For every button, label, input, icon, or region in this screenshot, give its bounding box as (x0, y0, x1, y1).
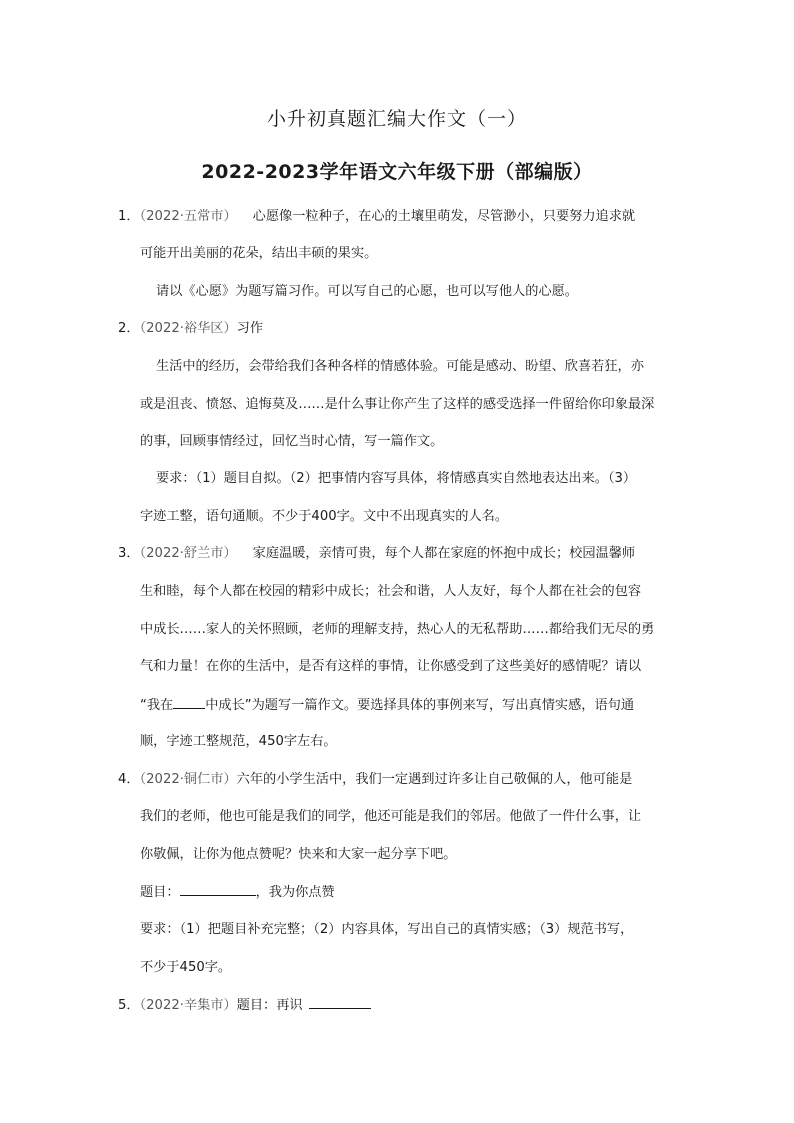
question-source: （2022·舒兰市） (139, 546, 237, 561)
question-2-line-6: 字迹工整，语句通顺。不少于400字。文中不出现真实的人名。 (140, 509, 509, 524)
question-3-line-1: 3．（2022·舒兰市） 家庭温暖，亲情可贵，每个人都在家庭的怀抱中成长；校园温馨师 (118, 546, 636, 561)
question-4-line-5: 要求：（1）把题目补充完整；（2）内容具体，写出自己的真情实感；（3）规范书写， (140, 922, 634, 937)
fill-in-blank (173, 696, 205, 709)
question-1-line-3: 请以《心愿》为题写篇习作。可以写自己的心愿，也可以写他人的心愿。 (156, 284, 578, 299)
document-subtitle: 2022-2023学年语文六年级下册（部编版） (201, 161, 593, 183)
question-source: （2022·铜仁市） (139, 772, 237, 787)
question-2-line-1: 2．（2022·裕华区）习作 (118, 321, 264, 336)
question-number: 4． (118, 772, 140, 787)
question-source: （2022·裕华区） (139, 321, 237, 336)
question-4-topic-line: 题目： ，我为你点赞 (140, 885, 335, 900)
question-4-line-1: 4．（2022·铜仁市）六年的小学生活中，我们一定遇到过许多让自己敬佩的人，他可能是 (118, 772, 633, 787)
question-5-line-1: 5．（2022·辛集市）题目：再识 (118, 996, 371, 1015)
question-4-line-2: 我们的老师，他也可能是我们的同学，他还可能是我们的邻居。他做了一件什么事，让 (140, 809, 642, 824)
question-number: 3． (118, 546, 140, 561)
question-source: （2022·五常市） (139, 209, 237, 224)
question-3-line-2: 生和睦，每个人都在校园的精彩中成长；社会和谐，人人友好，每个人都在社会的包容 (140, 584, 642, 599)
question-2-line-4: 的事，回顾事情经过，回忆当时心情，写一篇作文。 (140, 434, 444, 449)
question-number: 5． (118, 998, 140, 1013)
question-3-line-5: “我在 中成长”为题写一篇作文。要选择具体的事例来写，写出真情实感，语句通 (140, 698, 635, 713)
question-source: （2022·辛集市） (139, 998, 237, 1013)
fill-in-blank (180, 883, 256, 896)
question-3-line-4: 气和力量！在你的生活中，是否有这样的事情，让你感受到了这些美好的感情呢？请以 (140, 659, 642, 674)
question-1-line-1: 1．（2022·五常市） 心愿像一粒种子，在心的土壤里萌发，尽管渺小，只要努力追求就 (118, 209, 636, 224)
question-3-line-3: 中成长……家人的关怀照顾，老师的理解支持，热心人的无私帮助……都给我们无尽的勇 (140, 622, 655, 637)
question-3-line-6: 顺，字迹工整规范，450字左右。 (140, 734, 337, 749)
question-number: 2． (118, 321, 140, 336)
question-4-line-6: 不少于450字。 (140, 960, 232, 975)
question-1-line-2: 可能开出美丽的花朵，结出丰硕的果实。 (140, 246, 378, 261)
question-4-line-3: 你敬佩，让你为他点赞呢？快来和大家一起分享下吧。 (140, 847, 457, 862)
question-2-line-5: 要求：（1）题目自拟。（2）把事情内容写具体，将情感真实自然地表达出来。（3） (156, 471, 637, 486)
fill-in-blank (309, 996, 371, 1009)
question-2-line-3: 或是沮丧、愤怒、追悔莫及……是什么事让你产生了这样的感受选择一件留给你印象最深 (140, 397, 655, 412)
question-number: 1． (118, 209, 140, 224)
question-2-line-2: 生活中的经历，会带给我们各种各样的情感体验。可能是感动、盼望、欣喜若狂，亦 (156, 359, 644, 374)
document-title: 小升初真题汇编大作文（一） (266, 108, 527, 130)
